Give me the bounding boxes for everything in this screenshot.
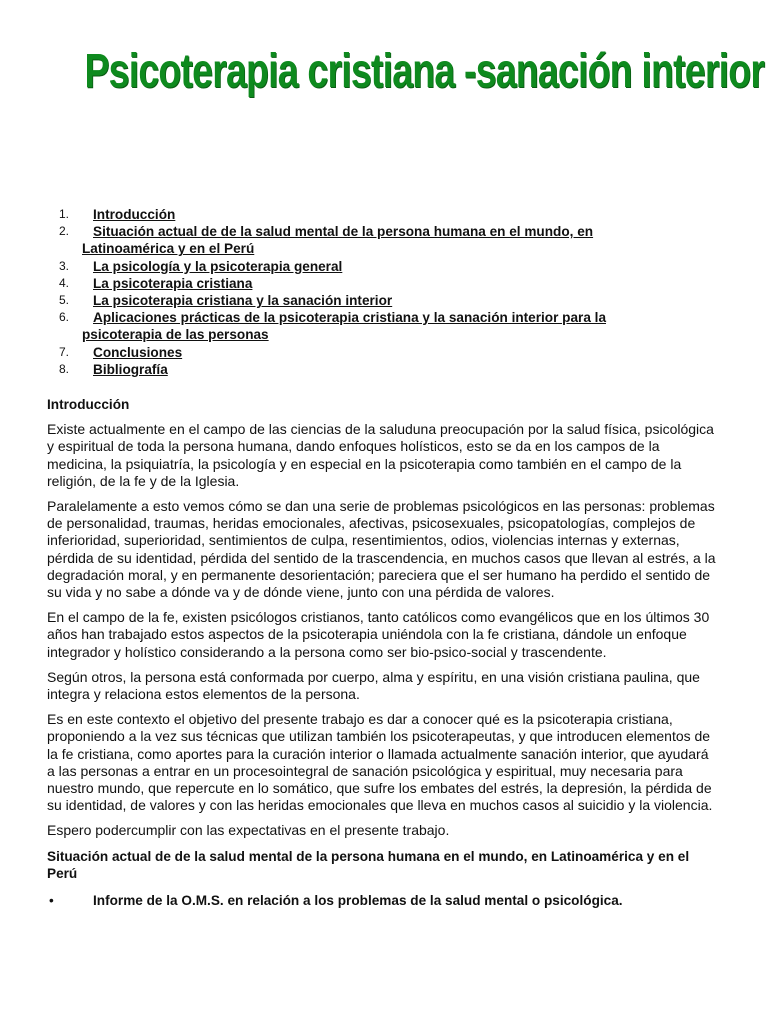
paragraph: Es en este contexto el objetivo del presente trabajo es dar a conocer qué es la psicoterapia cristiana, proponiendo a la vez sus técnicas que utilizan también los psicoterapeutas, y que introducen elementos de la fe cristiana, como aportes para la curación interior o llamada actualmente sanación interior, que ayudará a las personas a entrar en un procesointegral de sanación psicológica y espiritual, muy necesaria para nuestro mundo, que repercute en lo somático, que sufre los embates del estrés, la depresión, la pérdida de su identidad, de valores y con las heridas emocionales que lleva en muchos casos al suicidio y la violencia. xyxy=(47,711,713,814)
toc-link-situacion-actual-cont[interactable]: Latinoamérica y en el Perú xyxy=(82,241,255,257)
toc-number: 7. xyxy=(59,344,70,359)
document-title: Psicoterapia cristiana -sanación interior xyxy=(84,45,765,98)
toc-item[interactable] xyxy=(48,309,708,343)
toc-item[interactable] xyxy=(48,361,708,378)
toc-link-sanacion-interior[interactable]: La psicoterapia cristiana y la sanación interior xyxy=(93,293,393,309)
toc-number: 3. xyxy=(59,258,70,273)
paragraph: Según otros, la persona está conformada por cuerpo, alma y espíritu, en una visión cristiana paulina, que integra y relaciona estos elementos de la persona. xyxy=(47,668,700,703)
toc-link-introduccion[interactable]: Introducción xyxy=(93,207,176,222)
paragraph: Existe actualmente en el campo de las ciencias de la saluduna preocupación por la salud física, psicológica y espiritual de toda la persona humana, dando enfoques holísticos, esto se da en los campos de la medicina, la psiquiatría, la psicología y en especial en la psicoterapia como también en el campo de la religión, de la fe y de la Iglesia. xyxy=(47,421,714,489)
toc-link-psicologia-general[interactable]: La psicología y la psicoterapia general xyxy=(93,258,343,274)
toc-number: 8. xyxy=(59,361,70,376)
toc-item[interactable] xyxy=(48,275,708,292)
table-of-contents xyxy=(48,206,708,378)
section-heading: Situación actual de de la salud mental de la persona humana en el mundo, en Latinoamérica y en el Perú xyxy=(47,848,690,881)
toc-item[interactable] xyxy=(48,344,708,361)
document-body xyxy=(47,396,719,909)
toc-item[interactable] xyxy=(48,258,708,275)
toc-item[interactable] xyxy=(48,292,708,309)
toc-link-aplicaciones[interactable]: Aplicaciones prácticas de la psicoterapia cristiana y la sanación interior para la xyxy=(93,310,607,326)
toc-item[interactable] xyxy=(48,223,708,257)
paragraph: Paralelamente a esto vemos cómo se dan una serie de problemas psicológicos en las personas: problemas de personalidad, traumas, heridas emocionales, afectivas, psicosexuales, psicopatologías, complejos de inferioridad, superioridad, sentimientos de culpa, resentimientos, odios, violencias internas y externas, pérdida de su identidad, pérdida del sentido de la trascendencia, en muchos casos que llevan al estrés, a la degradación moral, y en permanente desorientación; pareciera que el ser humano ha perdido el sentido de su vida y no sabe a dónde va y de dónde viene, junto con una pérdida de valores. xyxy=(47,498,716,601)
paragraph: Espero podercumplir con las expectativas en el presente trabajo. xyxy=(47,822,450,839)
toc-item[interactable] xyxy=(48,206,708,223)
bullet-text: Informe de la O.M.S. en relación a los problemas de la salud mental o psicológica. xyxy=(93,893,623,909)
intro-heading: Introducción xyxy=(47,397,130,412)
bullet-icon: • xyxy=(49,893,54,909)
toc-number: 2. xyxy=(59,224,70,239)
toc-link-conclusiones[interactable]: Conclusiones xyxy=(93,344,183,360)
toc-number: 4. xyxy=(59,275,70,290)
toc-number: 5. xyxy=(59,293,70,308)
toc-number: 1. xyxy=(59,207,70,221)
toc-link-psicoterapia-cristiana[interactable]: La psicoterapia cristiana xyxy=(93,275,253,291)
paragraph: En el campo de la fe, existen psicólogos cristianos, tanto católicos como evangélicos que en los últimos 30 años han trabajado estos aspectos de la psicoterapia uniéndola con la fe cristiana, dándole un enfoque integrador y holístico considerando a la persona como ser bio-psico-social y trascendente. xyxy=(47,609,710,660)
bullet-item xyxy=(47,892,719,909)
toc-link-aplicaciones-cont[interactable]: psicoterapia de las personas xyxy=(82,327,269,343)
toc-link-situacion-actual[interactable]: Situación actual de de la salud mental de la persona humana en el mundo, en xyxy=(93,224,594,240)
toc-link-bibliografia[interactable]: Bibliografía xyxy=(93,361,168,377)
toc-number: 6. xyxy=(59,310,70,325)
